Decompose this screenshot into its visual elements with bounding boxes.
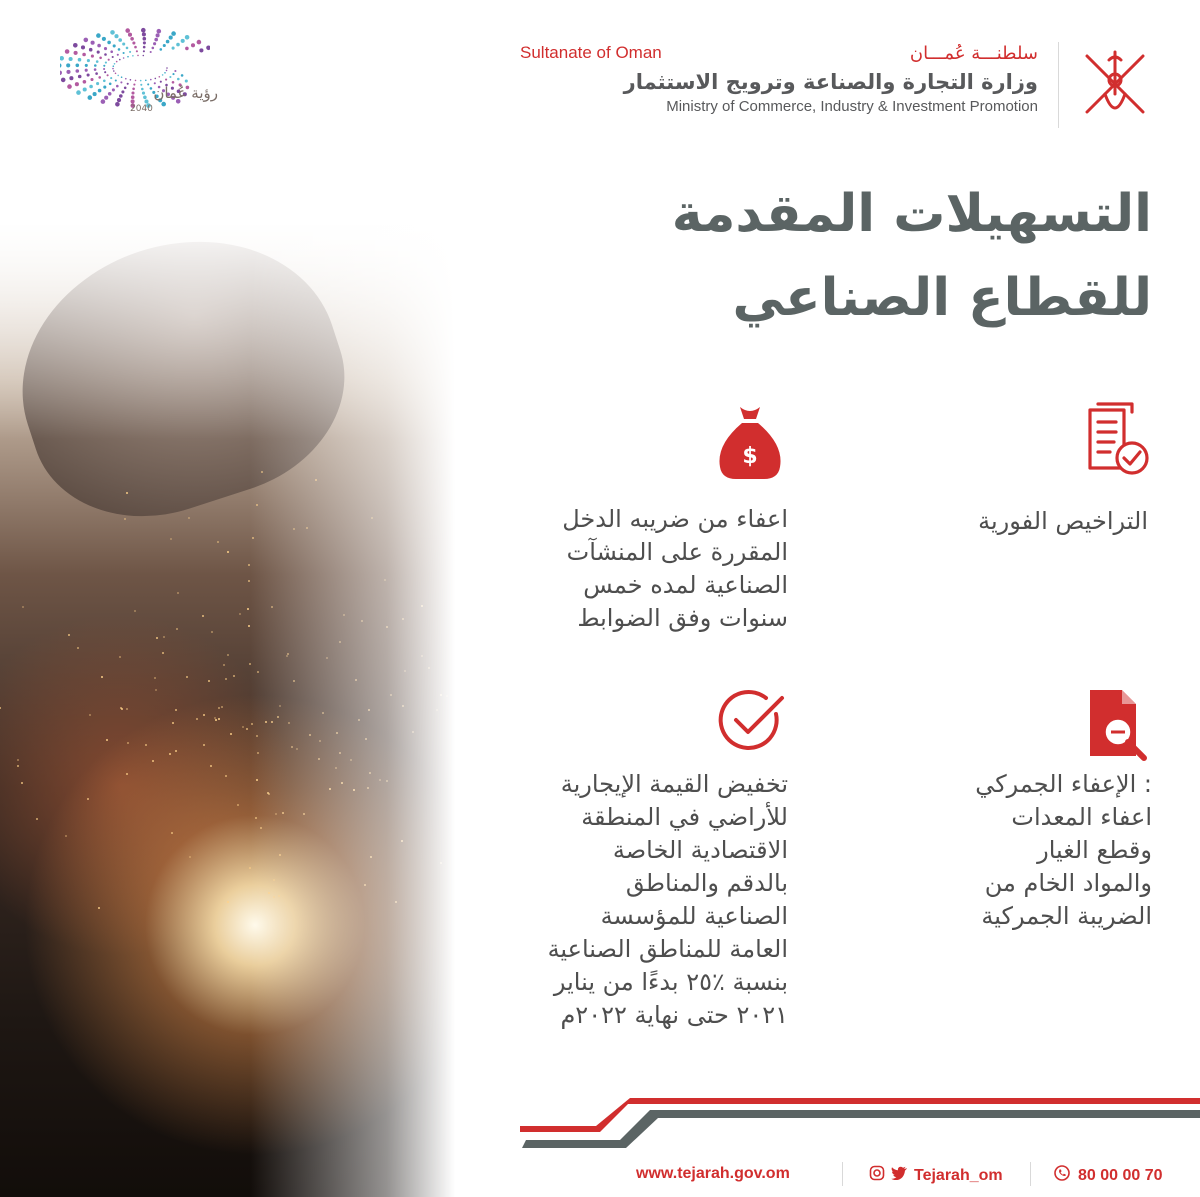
vision-dot: [115, 73, 117, 75]
feature-line: سنوات وفق الضوابط: [577, 604, 788, 632]
vision-dot: [156, 33, 160, 37]
vision-dot: [85, 69, 88, 72]
vision-dot: [113, 44, 116, 47]
vision-dot: [103, 68, 105, 70]
vision-dot: [94, 68, 97, 71]
vision-dot: [166, 40, 170, 44]
vision-dot: [88, 95, 93, 100]
feature-customs-exemption: [892, 768, 1152, 933]
feature-line: اعفاء من ضريبه الدخل: [562, 505, 788, 533]
vision-dot: [172, 47, 175, 50]
vision-dot: [110, 30, 115, 35]
vision-dot: [119, 59, 121, 61]
vision-dot: [130, 37, 134, 41]
vision-dot: [103, 65, 105, 67]
vision-dot: [143, 37, 147, 41]
vision-dot: [113, 70, 115, 72]
twitter-icon: [891, 1166, 908, 1185]
footer-divider: [1030, 1162, 1031, 1186]
vision-dot: [157, 29, 162, 34]
vision-dot: [123, 57, 125, 59]
oman-emblem-icon: [1058, 42, 1171, 128]
vision-dot: [164, 72, 166, 74]
footer-social[interactable]: [869, 1165, 1003, 1186]
vision-dot: [197, 40, 202, 45]
vision-dot: [61, 78, 66, 83]
feature-line: المقررة على المنشآت: [566, 538, 788, 566]
vision-logo-year: 2040: [130, 104, 153, 114]
phone-icon: [1054, 1165, 1070, 1186]
feature-line: الإعفاء الجمركي :: [975, 770, 1152, 798]
vision-dot: [128, 33, 132, 37]
vision-dot: [112, 88, 115, 91]
vision-dot: [104, 71, 106, 73]
vision-dot: [169, 36, 173, 40]
vision-dot: [69, 76, 73, 80]
vision-dot: [87, 73, 90, 76]
vision-dot: [199, 48, 203, 52]
vision-dot: [130, 79, 132, 81]
vision-dot: [142, 32, 146, 36]
vision-dot: [137, 55, 139, 57]
ministry-name-ar: وزارة التجارة والصناعة وترويج الاستثمار: [623, 70, 1038, 94]
vision-dot: [109, 83, 112, 86]
vision-dot: [66, 63, 70, 67]
ministry-header: [518, 38, 1038, 115]
welding-photo: [0, 225, 455, 1197]
title-line-1: التسهيلات المقدمة: [671, 184, 1152, 244]
vision-dot: [123, 52, 125, 54]
vision-dot: [114, 63, 116, 65]
feature-line: بالدقم والمناطق: [625, 869, 788, 897]
sultanate-ar: سلطنـــة عُمـــان: [909, 42, 1038, 64]
vision-dot: [96, 33, 101, 38]
vision-dot: [185, 47, 189, 51]
vision-dot: [60, 63, 62, 68]
vision-dot: [73, 43, 78, 48]
feature-line: الصناعية للمؤسسة: [600, 902, 788, 930]
vision-dot: [85, 64, 88, 67]
document-check-icon: [1080, 402, 1152, 482]
vision-dot: [150, 79, 152, 81]
feature-line: اعفاء المعدات: [1011, 803, 1152, 831]
vision-dot: [103, 86, 106, 89]
feature-line: ٢٠٢١ حتى نهاية ٢٠٢٢م: [560, 1001, 788, 1029]
vision-dot: [89, 85, 93, 89]
footer: [0, 1150, 1200, 1197]
vision-dot: [84, 38, 89, 43]
vision-dot: [117, 75, 119, 77]
vision-dot: [94, 64, 97, 67]
vision-dot: [118, 38, 122, 42]
vision-dot: [143, 50, 145, 52]
vision-logo-text: رؤية عُمان: [153, 84, 218, 102]
feature-line: الاقتصادية الخاصة: [612, 836, 788, 864]
vision-dot: [110, 77, 112, 79]
vision-dot: [112, 68, 114, 70]
vision-dot: [75, 82, 79, 86]
vision-dot: [104, 96, 108, 100]
vision-dot: [107, 41, 111, 45]
vision-dot: [141, 28, 146, 33]
footer-phone[interactable]: [1054, 1165, 1163, 1186]
vision-dot: [112, 56, 114, 58]
vision-dot: [105, 62, 107, 64]
vision-dot: [98, 76, 101, 79]
vision-dot: [126, 47, 129, 50]
feature-instant-licenses: [898, 505, 1148, 538]
vision-dot: [176, 43, 180, 47]
vision-dot: [153, 42, 156, 45]
vision-dot: [121, 76, 123, 78]
vision-dot: [95, 72, 98, 75]
phone-number: 80 00 00 70: [1078, 1166, 1163, 1184]
vision-dot: [102, 37, 106, 41]
vision-dot: [152, 47, 155, 50]
sultanate-en: Sultanate of Oman: [520, 43, 662, 62]
vision-dot: [127, 56, 129, 58]
vision-dot: [165, 79, 167, 81]
vision-dot: [206, 46, 210, 51]
vision-dot: [160, 81, 162, 83]
vision-dot: [136, 50, 138, 52]
vision-dot: [150, 51, 152, 53]
feature-income-tax: [458, 503, 788, 635]
vision-dot: [91, 55, 94, 58]
vision-dot: [159, 76, 161, 78]
footer-website-link[interactable]: www.tejarah.gov.om: [636, 1165, 790, 1182]
title-line-2: للقطاع الصناعي: [732, 268, 1152, 328]
instagram-icon: [869, 1165, 885, 1186]
feature-line: التراخيص الفورية: [978, 507, 1148, 535]
vision-dot: [89, 48, 93, 52]
vision-dot: [76, 69, 80, 73]
vision-dot: [93, 92, 97, 96]
vision-dot: [65, 49, 70, 54]
feature-line: العامة للمناطق الصناعية: [547, 935, 788, 963]
vision-dot: [115, 79, 117, 81]
feature-line: والمواد الخام من: [984, 869, 1152, 897]
vision-dot: [135, 80, 137, 82]
vision-dot: [191, 43, 195, 47]
decorative-stripes: [500, 1092, 1200, 1148]
feature-line: تخفيض القيمة الإيجارية: [560, 770, 788, 798]
vision-dot: [117, 54, 119, 56]
vision-dot: [90, 78, 93, 81]
vision-dot: [82, 53, 86, 57]
vision-dot: [83, 87, 87, 91]
vision-dot: [143, 55, 145, 57]
vision-dot: [172, 73, 174, 75]
feature-line: بنسبة ٪٢٥ بدءًا من يناير: [553, 968, 788, 996]
vision-dot: [114, 34, 118, 38]
feature-line: للأراضي في المنطقة: [581, 803, 788, 831]
vision-dot: [154, 38, 158, 42]
feature-line: وقطع الغيار: [1037, 836, 1152, 864]
vision-dot: [125, 28, 130, 33]
vision-dot: [104, 47, 107, 50]
page-title: [532, 172, 1152, 340]
vision-dot: [110, 50, 113, 53]
vision-dot: [122, 42, 125, 45]
vision-dot: [107, 74, 109, 76]
vision-dot: [166, 70, 168, 72]
vision-dot: [98, 89, 102, 93]
vision-dot: [104, 53, 107, 56]
vision-dot: [125, 78, 127, 80]
vision-dot: [78, 75, 82, 79]
photo-fade-overlay: [0, 225, 455, 1197]
vision-dot: [76, 64, 80, 68]
vision-dot: [91, 41, 95, 45]
ministry-name-en: Ministry of Commerce, Industry & Investment Promotion: [666, 98, 1038, 115]
vision-dot: [116, 61, 118, 63]
vision-dot: [169, 76, 171, 78]
vision-dot: [163, 44, 166, 47]
vision-dot: [113, 65, 115, 67]
vision-dot: [78, 58, 82, 62]
vision-dot: [60, 71, 62, 76]
vision-dot: [185, 79, 188, 82]
vision-dot: [115, 102, 120, 107]
vision-dot: [143, 41, 146, 44]
vision-dot: [166, 67, 168, 69]
vision-dot: [143, 46, 146, 49]
vision-dot: [132, 55, 134, 57]
vision-dot: [108, 59, 110, 61]
vision-dot: [155, 78, 157, 80]
vision-dot: [76, 90, 81, 95]
vision-dot: [97, 44, 101, 48]
document-search-icon: [1082, 686, 1154, 766]
vision-dot: [60, 56, 64, 61]
check-circle-icon: [716, 686, 788, 762]
vision-dot: [160, 48, 163, 51]
vision-dot: [67, 84, 72, 89]
vision-dot: [185, 35, 190, 40]
vision-dot: [181, 74, 184, 77]
vision-dot: [103, 80, 106, 83]
feature-line: الضريبة الجمركية: [981, 902, 1152, 930]
vision-dot: [134, 46, 137, 49]
vision-dot: [145, 80, 147, 82]
vision-dot: [99, 57, 102, 60]
vision-dot: [118, 48, 121, 51]
vision-dot: [87, 59, 90, 62]
vision-dot: [177, 78, 180, 81]
social-handle: Tejarah_om: [914, 1166, 1003, 1184]
vision-dot: [181, 39, 185, 43]
vision-dot: [74, 51, 78, 55]
vision-dot: [66, 70, 70, 74]
footer-divider: [842, 1162, 843, 1186]
vision-dot: [161, 102, 166, 107]
vision-dot: [108, 92, 112, 96]
svg-text:$: $: [742, 444, 758, 469]
oman-vision-logo: [60, 18, 210, 118]
feature-rent-reduction: [428, 768, 788, 1032]
feature-line: الصناعية لمده خمس: [583, 571, 788, 599]
vision-dot: [96, 82, 99, 85]
vision-dot: [81, 45, 85, 49]
vision-dot: [101, 99, 106, 104]
vision-dot: [162, 74, 164, 76]
vision-dot: [69, 57, 73, 61]
vision-dot: [171, 31, 176, 36]
vision-dot: [174, 70, 176, 72]
vision-dot: [129, 51, 131, 53]
vision-dot: [132, 41, 135, 44]
vision-dot: [140, 80, 142, 82]
vision-dot: [83, 80, 87, 84]
vision-dot: [96, 60, 99, 63]
vision-dot: [97, 51, 100, 54]
money-bag-icon: [714, 405, 786, 485]
